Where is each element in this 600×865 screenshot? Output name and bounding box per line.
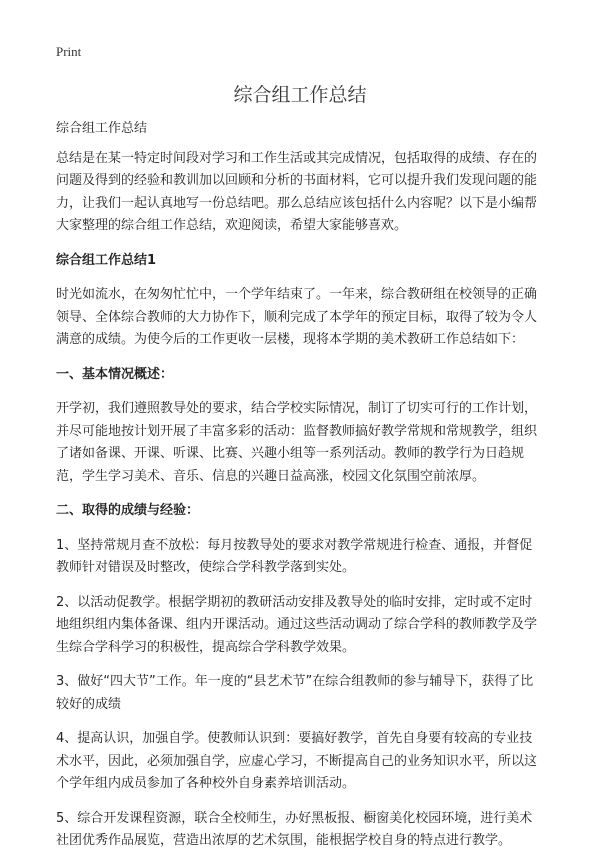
heading-achievements: 二、取得的成绩与经验： [56,503,200,518]
document-subtitle: 综合组工作总结 [56,121,148,136]
heading-basic-overview: 一、基本情况概述： [56,366,174,382]
intro-paragraph: 总结是在某一特定时间段对学习和工作生活或其完成情况，包括取得的成绩、存在的问题及得到的经验和教训加以回顾和分析的书面材料，它可以提升我们发现问题的能力，让我们一起认真地写一份总结吧。那么总结应该包括什么内容呢？以下是小编帮大家整理的综合组工作总结，欢迎阅读，希望大家能够喜欢。 [56,150,538,233]
document-body [56,118,544,865]
print-link[interactable]: Print [56,44,82,59]
list-item-2: 2、以活动促教学。根据学期初的教研活动安排及教导处的临时安排，定时或不定时地组织组内集体备课、组内开课活动。通过这些活动调动了综合学科的教师教学及学生综合学科学习的积极性，提高综合学科教学效果。 [56,594,538,655]
section-title: 综合组工作总结1 [56,252,157,268]
list-item-5: 5、综合开发课程资源，联合全校师生，办好黑板报、橱窗美化校园环境，进行美术社团优秀作品展览，营造出浓厚的艺术氛围，能根据学校自身的特点进行教学。 [56,810,533,848]
list-item-3: 3、做好“四大节”工作。年一度的“县艺术节”在综合组教师的参与辅导下，获得了比较好的成绩 [56,674,534,712]
paragraph-2: 开学初，我们遵照教导处的要求，结合学校实际情况，制订了切实可行的工作计划，并尽可能地按计划开展了丰富多彩的活动：监督教师搞好教学常规和常规教学，组织了诸如备课、开课、听课、比赛、兴趣小组等一系列活动。教师的教学行为日趋规范，学生学习美术、音乐、信息的兴趣日益高涨，校园文化氛围空前浓厚。 [56,401,538,484]
list-item-4: 4、提高认识，加强自学。使教师认识到：要搞好教学，首先自身要有较高的专业技术水平，因此，必须加强自学，应虚心学习，不断提高自己的业务知识水平，所以这个学年组内成员参加了各种校外自身素养培训活动。 [56,731,538,791]
page-title: 综合组工作总结 [233,84,367,106]
paragraph-1: 时光如流水，在匆匆忙忙中，一个学年结束了。一年来，综合教研组在校领导的正确领导、全体综合教师的大力协作下，顺利完成了本学年的预定目标，取得了较为令人满意的成绩。为使今后的工作更收一层楼，现将本学期的美术教研工作总结如下： [56,287,538,347]
list-item-1: 1、坚持常规月查不放松：每月按教导处的要求对教学常规进行检查、通报，并督促教师针对错误及时整改，使综合学科教学落到实处。 [56,537,533,575]
